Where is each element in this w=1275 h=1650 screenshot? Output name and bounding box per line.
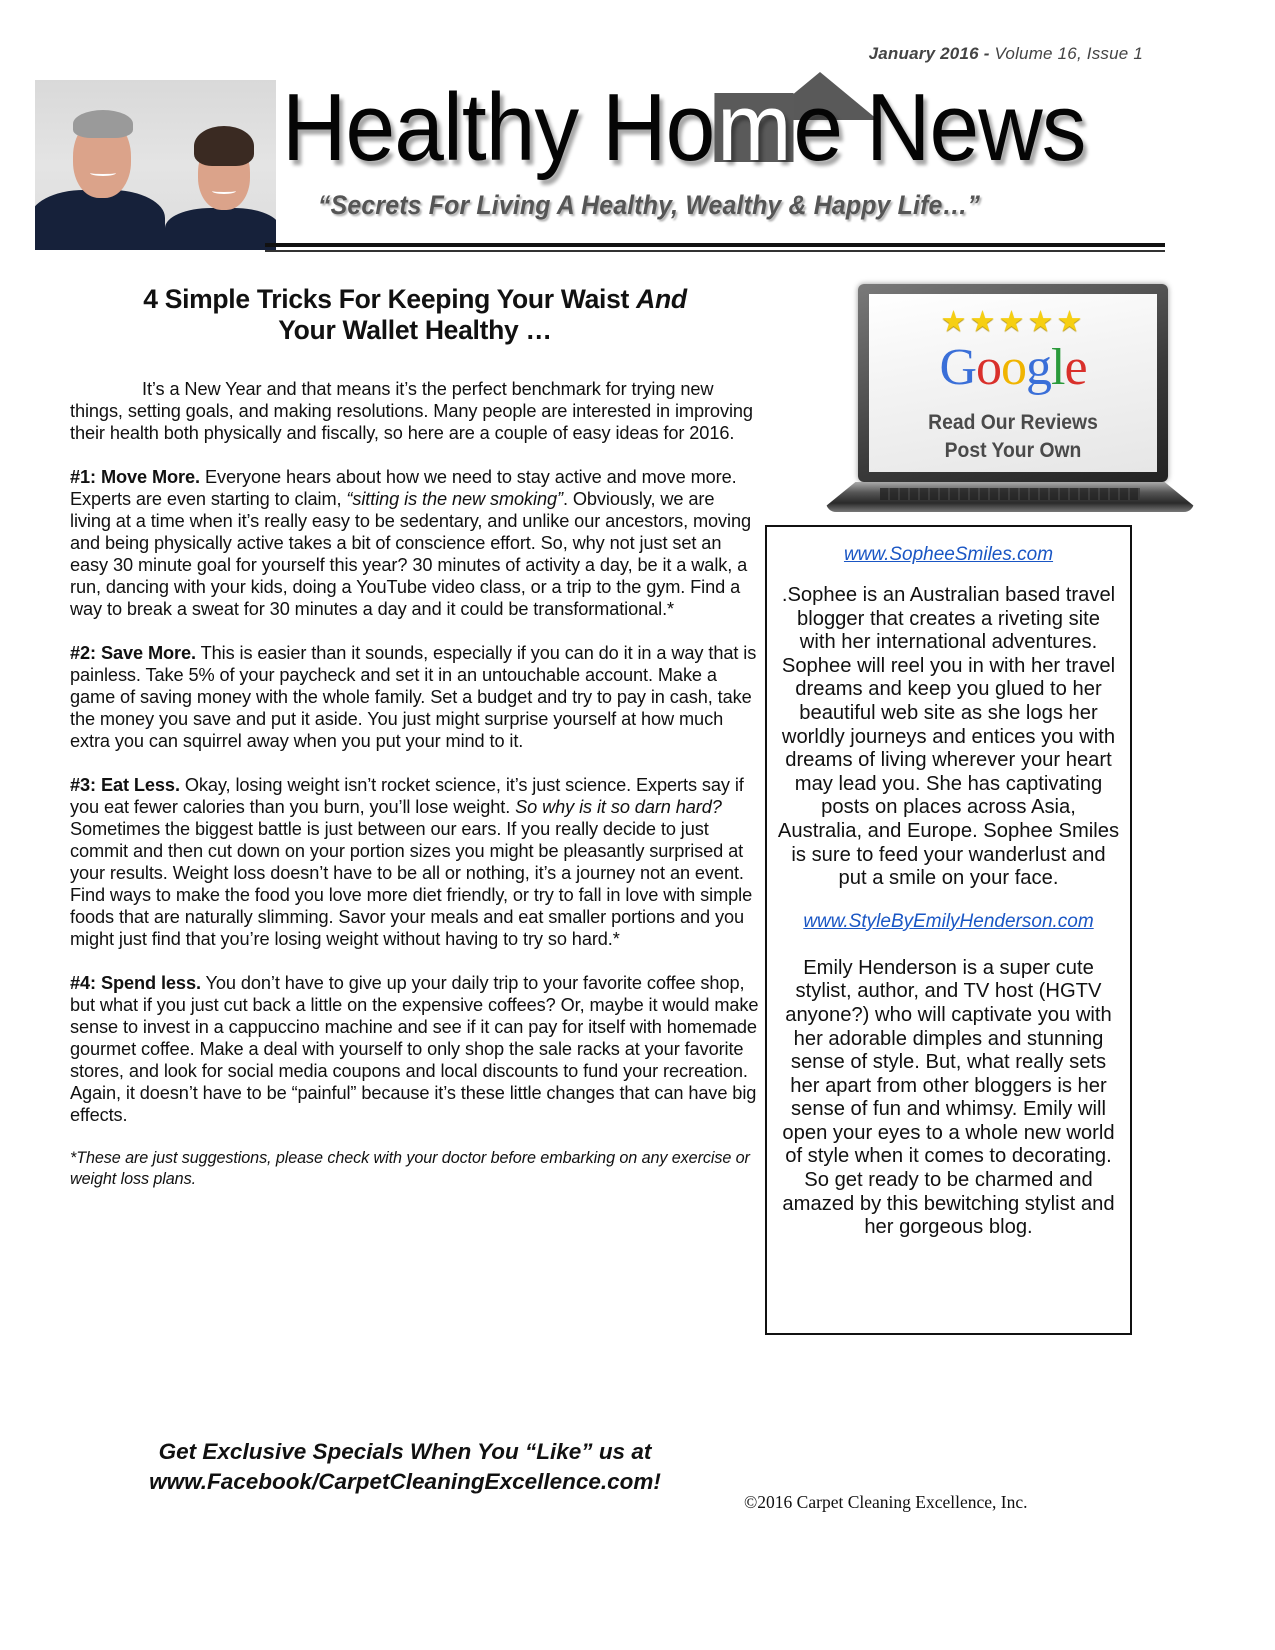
facebook-cta xyxy=(80,1437,730,1497)
header-rule xyxy=(265,243,1165,247)
tip-eat-less: #3: Eat Less. Okay, losing weight isn’t rocket science, it’s just science. Experts say if you eat fewer calories than you burn, you’ll lose weight. So why is it so darn hard? Sometimes the biggest battle is just between our ears. If you really decide to just commit and then cut down on your portion sizes you might be pleasantly surprised at your results. Weight loss doesn’t have to be all or nothing, it’s a journey not an event. Find ways to make the food you love more diet friendly, or try to fall in love with simple foods that are naturally slimming. Savor your meals and eat smaller portions and you might just find that you’re losing weight without having to try so hard.* xyxy=(70,775,753,949)
issue-info xyxy=(869,44,1143,64)
house-letter: m xyxy=(714,93,793,162)
sophee-smiles-link[interactable]: www.SopheeSmiles.com xyxy=(843,544,1054,565)
issue-volume: Volume 16, Issue 1 xyxy=(994,44,1143,63)
issue-date: January 2016 xyxy=(868,44,979,63)
facebook-cta-link[interactable]: www.Facebook/CarpetCleaningExcellence.com! xyxy=(149,1469,661,1494)
article-footnote: *These are just suggestions, please check with your doctor before embarking on any exercise or weight loss plans. xyxy=(70,1149,750,1188)
google-logo: Google xyxy=(939,339,1087,396)
recommended-blogs-box xyxy=(765,525,1132,1335)
main-article xyxy=(70,284,760,1190)
read-reviews-label: Read Our Reviews xyxy=(928,411,1098,434)
google-reviews-ad[interactable] xyxy=(820,276,1200,534)
person-man xyxy=(35,80,175,250)
tip-spend-less: #4: Spend less. You don’t have to give up your daily trip to your favorite coffee shop, but what if you just cut back a little on the expensive coffees? Or, maybe it would make sense to invest in a cappuccino machine and see if it can pay for itself with homemade gourmet coffee. Make a deal with yourself to only shop the sale racks at your favorite stores, and look for social media coupons and local discounts to fund your recreation. Again, it doesn’t have to be “painful” because it’s these little changes that can have big effects. xyxy=(70,973,759,1125)
facebook-cta-line1: Get Exclusive Specials When You “Like” us at xyxy=(158,1439,652,1464)
tip-move-more: #1: Move More. Everyone hears about how we need to stay active and move more. Experts are even starting to claim, “sitting is the new smoking”. Obviously, we are living at a time when it’s really easy to be sedentary, and unlike our ancestors, moving and being physically active takes a bit of conscience effort. So, why not just set an easy 30 minute goal for yourself this year? 30 minutes of activity a day, be it a walk, a run, dancing with your kids, doing a YouTube video class, or a trip to the gym. Find a way to break a sweat for 30 minutes a day and it could be transformational.* xyxy=(70,467,752,619)
post-review-label: Post Your Own xyxy=(944,439,1082,462)
laptop-screen xyxy=(869,294,1157,472)
tagline: “Secrets For Living A Healthy, Wealthy & Happy Life…” xyxy=(318,190,981,220)
issue-separator: - xyxy=(978,44,995,63)
person-woman xyxy=(160,80,276,250)
five-star-icon: ★★★★★ xyxy=(940,306,1086,338)
emily-blurb: Emily Henderson is a super cute stylist, author, and TV host (HGTV anyone?) who will captivate you with her adorable dimples and stunning sense of style. But, what really sets her apart from other bloggers is her sense of fun and whimsy. Emily will open your eyes to a whole new world of style when it comes to decorating. So get ready to be charmed and amazed by this bewitching stylist and her gorgeous blog. xyxy=(782,956,1115,1239)
owners-photo xyxy=(35,80,276,250)
article-title: 4 Simple Tricks For Keeping Your Waist And Your Wallet Healthy … xyxy=(143,284,687,345)
sophee-blurb: .Sophee is an Australian based travel blogger that creates a riveting site with her international adventures. Sophee will reel you in with her travel dreams and keep you glued to her beautiful web site as she logs her worldly journeys and entices you with dreams of living wherever your heart may lead you. She has captivating posts on places across Asia, Australia, and Europe. Sophee Smiles is sure to feed your wanderlust and put a smile on your face. xyxy=(777,584,1120,890)
keyboard-icon xyxy=(880,488,1140,500)
tip-save-more: #2: Save More. This is easier than it sounds, especially if you can do it in a way that is painless. Take 5% of your paycheck and set it in an untouchable account. Make a game of saving money with the whole family. Set a budget and try to pay in cash, take the money you save and put it aside. You just might surprise yourself at how much extra you can squirrel away when you put your mind to it. xyxy=(70,643,757,751)
copyright: ©2016 Carpet Cleaning Excellence, Inc. xyxy=(744,1492,1028,1512)
article-intro: It’s a New Year and that means it’s the perfect benchmark for trying new things, setting goals, and making resolutions. Many people are interested in improving their health both physically and fiscally, so here are a couple of easy ideas for 2016. xyxy=(70,379,753,443)
masthead xyxy=(282,74,1162,198)
newsletter-title: Healthy Home News xyxy=(282,74,1086,181)
emily-henderson-link[interactable]: www.StyleByEmilyHenderson.com xyxy=(803,910,1094,932)
header-rule-thin xyxy=(265,250,1165,252)
